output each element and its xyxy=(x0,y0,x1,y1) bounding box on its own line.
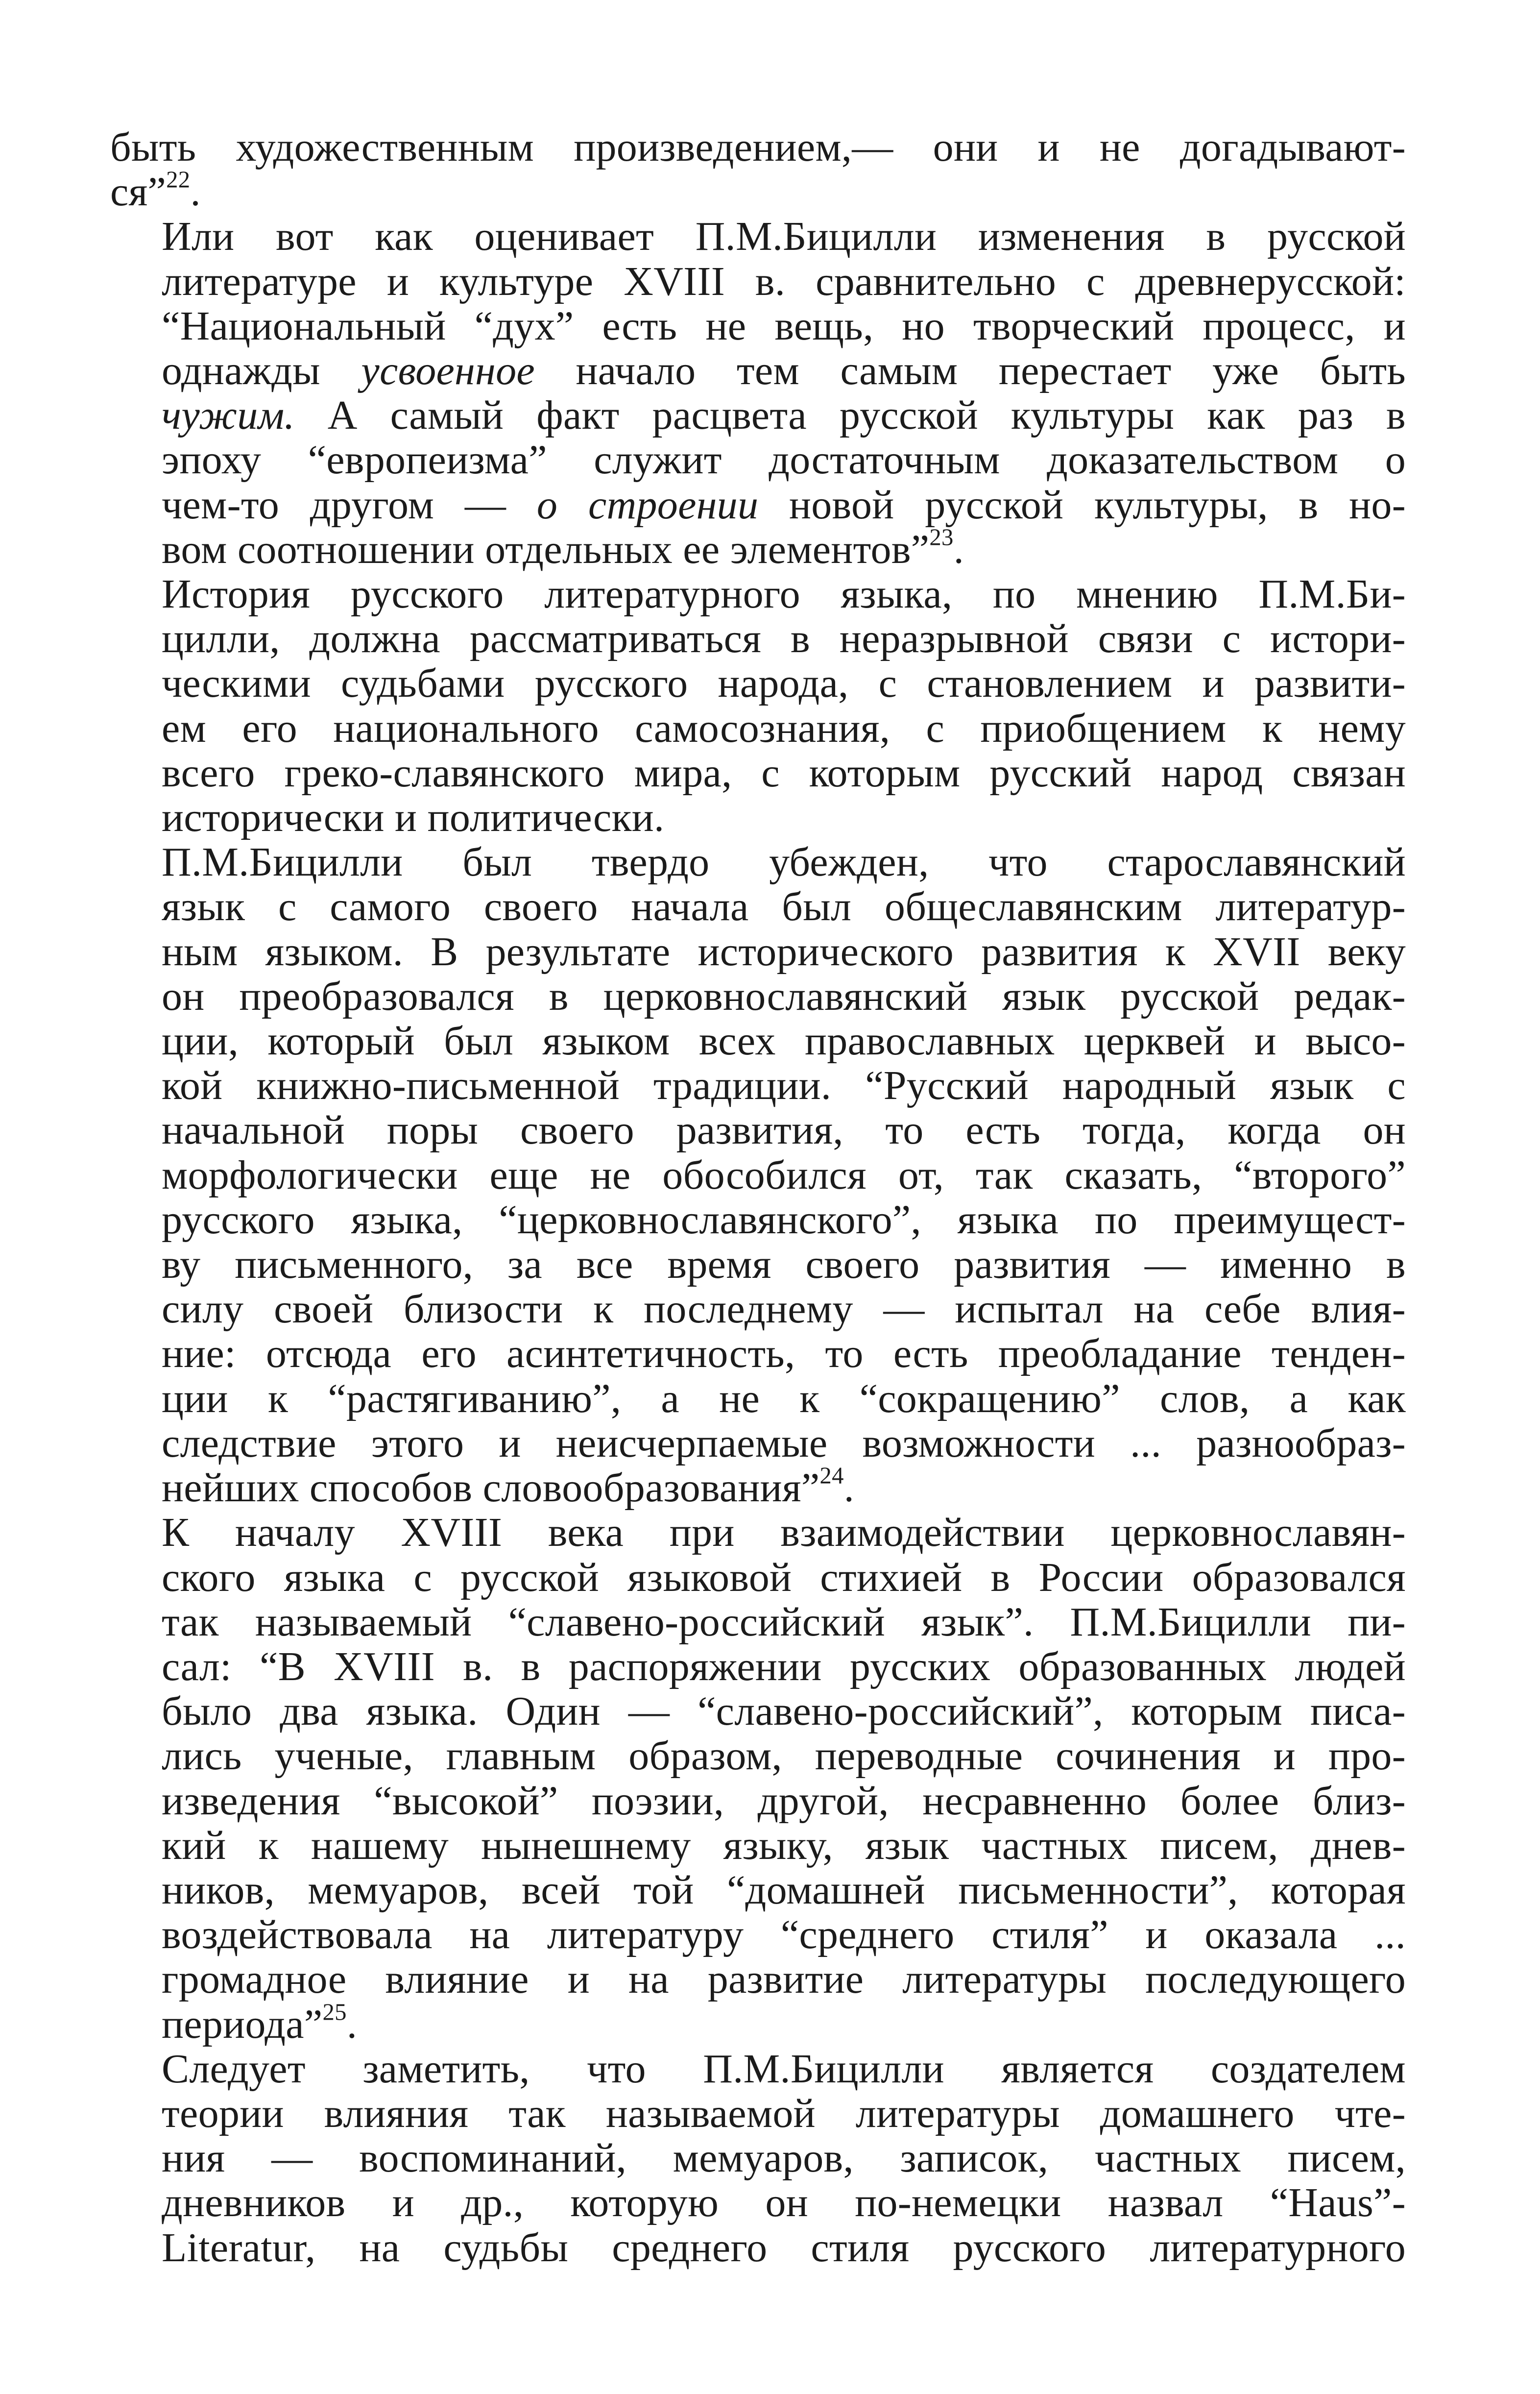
text-segment: ся” xyxy=(110,169,167,215)
text-line xyxy=(110,393,1406,438)
text-line xyxy=(110,974,1406,1019)
text-line xyxy=(110,1999,1406,2047)
text-segment: изведения “высокой” поэзии, другой, несравненно более близ- xyxy=(162,1778,1406,1824)
text-line xyxy=(110,1462,1406,1511)
text-line xyxy=(110,572,1406,616)
paragraph xyxy=(110,214,1406,572)
footnote-reference: 24 xyxy=(819,1462,844,1489)
text-segment: язык с самого своего начала был общеславянским литератур- xyxy=(162,884,1406,930)
text-line xyxy=(110,706,1406,751)
text-line xyxy=(110,304,1406,348)
text-segment: . xyxy=(346,2001,358,2047)
text-line xyxy=(110,1689,1406,1734)
text-segment: ского языка с русской языковой стихией в России образовался xyxy=(162,1554,1406,1600)
italic-emphasis: о строении xyxy=(536,482,759,528)
text-segment: “Национальный “дух” есть не вещь, но творческий процесс, и xyxy=(162,303,1406,349)
document-page xyxy=(110,125,1406,2270)
body-text xyxy=(110,125,1406,2270)
text-segment: Или вот как оценивает П.М.Бицилли изменения в русской xyxy=(162,214,1406,260)
text-line xyxy=(110,1421,1406,1466)
text-line xyxy=(110,1510,1406,1555)
text-line xyxy=(110,1019,1406,1063)
footnote-reference: 22 xyxy=(166,166,191,193)
text-segment: начальной поры своего развития, то есть тогда, когда он xyxy=(162,1107,1406,1153)
text-segment: он преобразовался в церковнославянский язык русской редак- xyxy=(162,973,1406,1019)
text-segment: кой книжно-письменной традиции. “Русский народный язык с xyxy=(162,1063,1406,1109)
text-segment: кий к нашему нынешнему языку, язык частных писем, днев- xyxy=(162,1822,1406,1868)
text-segment: теории влияния так называемой литературы домашнего чте- xyxy=(162,2090,1406,2136)
text-line xyxy=(110,1331,1406,1376)
text-segment: Literatur, на судьбы среднего стиля русского литературного xyxy=(162,2224,1406,2271)
text-line xyxy=(110,1242,1406,1287)
text-segment: ным языком. В результате исторического развития к XVII веку xyxy=(162,928,1406,975)
paragraph xyxy=(110,2047,1406,2270)
text-segment: . xyxy=(953,526,964,572)
text-line xyxy=(110,1287,1406,1331)
paragraph xyxy=(110,840,1406,1510)
italic-emphasis: чужим. xyxy=(162,392,295,439)
paragraph xyxy=(110,1510,1406,2046)
text-line xyxy=(110,125,1406,170)
text-segment: следствие этого и неисчерпаемые возможности ... разнообраз- xyxy=(162,1420,1406,1466)
text-line xyxy=(110,1734,1406,1778)
text-segment: . xyxy=(190,169,201,215)
text-segment: эпоху “европеизма” служит достаточным доказательством о xyxy=(162,437,1406,483)
italic-emphasis: усвоенное xyxy=(361,348,535,394)
text-segment: русского языка, “церковнославянского”, языка по преимущест- xyxy=(162,1197,1406,1243)
text-line xyxy=(110,348,1406,393)
text-segment: однажды xyxy=(162,348,361,394)
text-segment: быть художественным произведением,— они и не догадывают- xyxy=(110,124,1406,170)
text-segment: чем-то другом — xyxy=(162,482,537,528)
footnote-reference: 23 xyxy=(929,524,954,551)
text-line xyxy=(110,1600,1406,1644)
text-segment: было два языка. Один — “славено-российский”, которым писа- xyxy=(162,1688,1406,1734)
text-line xyxy=(110,2180,1406,2225)
text-line xyxy=(110,214,1406,259)
text-segment: . xyxy=(843,1465,855,1511)
text-segment: ческими судьбами русского народа, с становлением и развити- xyxy=(162,660,1406,707)
text-segment: ние: отсюда его асинтетичность, то есть преобладание тенден- xyxy=(162,1331,1406,1377)
text-line xyxy=(110,1376,1406,1421)
text-segment: Следует заметить, что П.М.Бицилли является создателем xyxy=(162,2046,1406,2092)
text-segment: силу своей близости к последнему — испытал на себе влия- xyxy=(162,1286,1406,1332)
text-segment: нейших способов словообразования” xyxy=(162,1465,820,1511)
text-segment: так называемый “славено-российский язык”. П.М.Бицилли пи- xyxy=(162,1599,1406,1645)
text-line xyxy=(110,1063,1406,1108)
text-line xyxy=(110,884,1406,929)
text-segment: ем его национального самосознания, с приобщением к нему xyxy=(162,705,1406,751)
text-segment: литературе и культуре XVIII в. сравнительно с древнерусской: xyxy=(162,258,1406,304)
text-segment: ников, мемуаров, всей той “домашней письменности”, которая xyxy=(162,1867,1406,1913)
text-line xyxy=(110,524,1406,572)
text-segment: К началу XVIII века при взаимодействии церковнославян- xyxy=(162,1510,1406,1556)
text-segment: История русского литературного языка, по мнению П.М.Би- xyxy=(162,571,1406,617)
text-line xyxy=(110,2091,1406,2136)
text-segment: исторически и политически. xyxy=(162,795,665,841)
text-line xyxy=(110,1153,1406,1197)
text-line xyxy=(110,166,1406,215)
footnote-reference: 25 xyxy=(322,1999,347,2025)
text-line xyxy=(110,438,1406,482)
text-segment: ву письменного, за все время своего развития — именно в xyxy=(162,1242,1406,1288)
text-segment: морфологически еще не обособился от, так сказать, “второго” xyxy=(162,1152,1406,1198)
text-line xyxy=(110,795,1406,840)
text-segment: начало тем самым перестает уже быть xyxy=(534,348,1406,394)
text-line xyxy=(110,661,1406,706)
text-line xyxy=(110,1957,1406,2002)
text-segment: периода” xyxy=(162,2001,323,2047)
text-line xyxy=(110,259,1406,304)
text-segment: всего греко-славянского мира, с которым русский народ связан xyxy=(162,750,1406,796)
text-segment: вом соотношении отдельных ее элементов” xyxy=(162,526,930,572)
text-segment: дневников и др., которую он по-немецки назвал “Haus”- xyxy=(162,2180,1406,2226)
text-line xyxy=(110,1823,1406,1868)
text-segment: сал: “В XVIII в. в распоряжении русских образованных людей xyxy=(162,1643,1406,1689)
text-segment: громадное влияние и на развитие литературы последующего xyxy=(162,1956,1406,2003)
text-segment: А самый факт расцвета русской культуры как раз в xyxy=(294,392,1406,439)
text-line xyxy=(110,2225,1406,2270)
text-line xyxy=(110,616,1406,661)
text-segment: ции, который был языком всех православных церквей и высо- xyxy=(162,1018,1406,1064)
text-segment: ции к “растягиванию”, а не к “сокращению” слов, а как xyxy=(162,1375,1406,1421)
text-line xyxy=(110,1779,1406,1823)
text-line xyxy=(110,840,1406,884)
paragraph xyxy=(110,572,1406,840)
text-segment: лись ученые, главным образом, переводные сочинения и про- xyxy=(162,1733,1406,1779)
text-line xyxy=(110,929,1406,974)
text-segment: цилли, должна рассматриваться в неразрывной связи с истори- xyxy=(162,616,1406,662)
text-line xyxy=(110,1108,1406,1152)
text-line xyxy=(110,2136,1406,2180)
text-line xyxy=(110,751,1406,795)
text-segment: П.М.Бицилли был твердо убежден, что старославянский xyxy=(162,839,1406,885)
text-line xyxy=(110,483,1406,527)
text-line xyxy=(110,2047,1406,2091)
text-segment: воздействовала на литературу “среднего стиля” и оказала ... xyxy=(162,1912,1406,1958)
text-segment: ния — воспоминаний, мемуаров, записок, частных писем, xyxy=(162,2135,1406,2181)
text-line xyxy=(110,1644,1406,1689)
text-line xyxy=(110,1197,1406,1242)
text-line xyxy=(110,1868,1406,1912)
text-line xyxy=(110,1912,1406,1957)
text-segment: новой русской культуры, в но- xyxy=(758,482,1406,528)
paragraph xyxy=(110,125,1406,214)
text-line xyxy=(110,1555,1406,1600)
